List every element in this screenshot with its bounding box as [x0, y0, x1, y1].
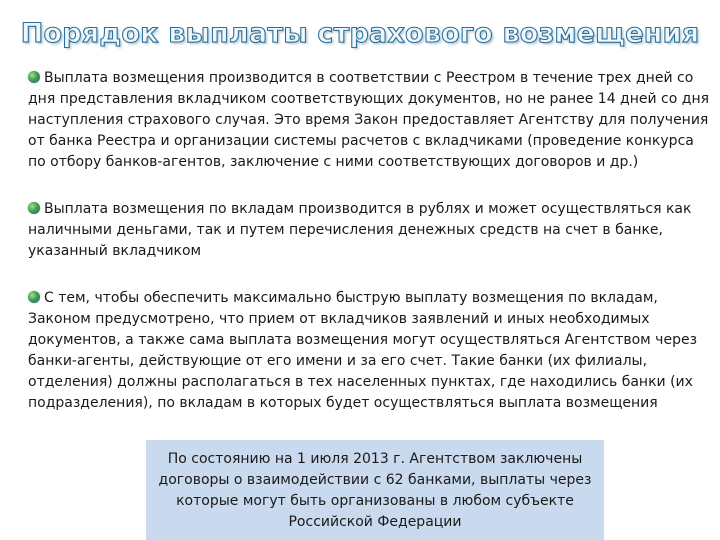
bullet-paragraph-1 [28, 68, 712, 173]
bullet-paragraph-3 [28, 288, 712, 414]
green-bullet-icon [28, 291, 40, 303]
green-bullet-icon [28, 202, 40, 214]
paragraph-3-text: С тем, чтобы обеспечить максимально быструю выплату возмещения по вкладам, Законом предусмотрено, что прием от вкладчиков заявлений и иных необходимых документов, а также сама выплата возмещения могут осуществляться Агентством через банки-агенты, действующие от его имени и за его счет. Такие банки (их филиалы, отделения) должны располагаться в тех населенных пунктах, где находились банки (их подразделения), по вкладам в которых будет осуществляться выплата возмещения [28, 290, 698, 411]
note-text: По состоянию на 1 июля 2013 г. Агентством заключены договоры о взаимодействии с 62 банками, выплаты через которые могут быть организованы в любом субъекте Российской Федерации [158, 451, 592, 530]
slide-title: Порядок выплаты страхового возмещения [20, 18, 700, 49]
paragraph-1-text: Выплата возмещения производится в соответствии с Реестром в течение трех дней со дня представления вкладчиком соответствующих документов, но не ранее 14 дней со дня наступления страхового случая. Это время Закон предоставляет Агентству для получения от банка Реестра и организации системы расчетов с вкладчиками (проведение конкурса по отбору банков-агентов, заключение с ними соответствующих договоров и др.) [28, 70, 710, 170]
bullet-paragraph-2 [28, 199, 712, 262]
green-bullet-icon [28, 71, 40, 83]
bullet-list [28, 68, 712, 414]
paragraph-2-text: Выплата возмещения по вкладам производится в рублях и может осуществляться как наличными деньгами, так и путем перечисления денежных средств на счет в банке, указанный вкладчиком [28, 201, 692, 259]
note-box [146, 440, 604, 540]
